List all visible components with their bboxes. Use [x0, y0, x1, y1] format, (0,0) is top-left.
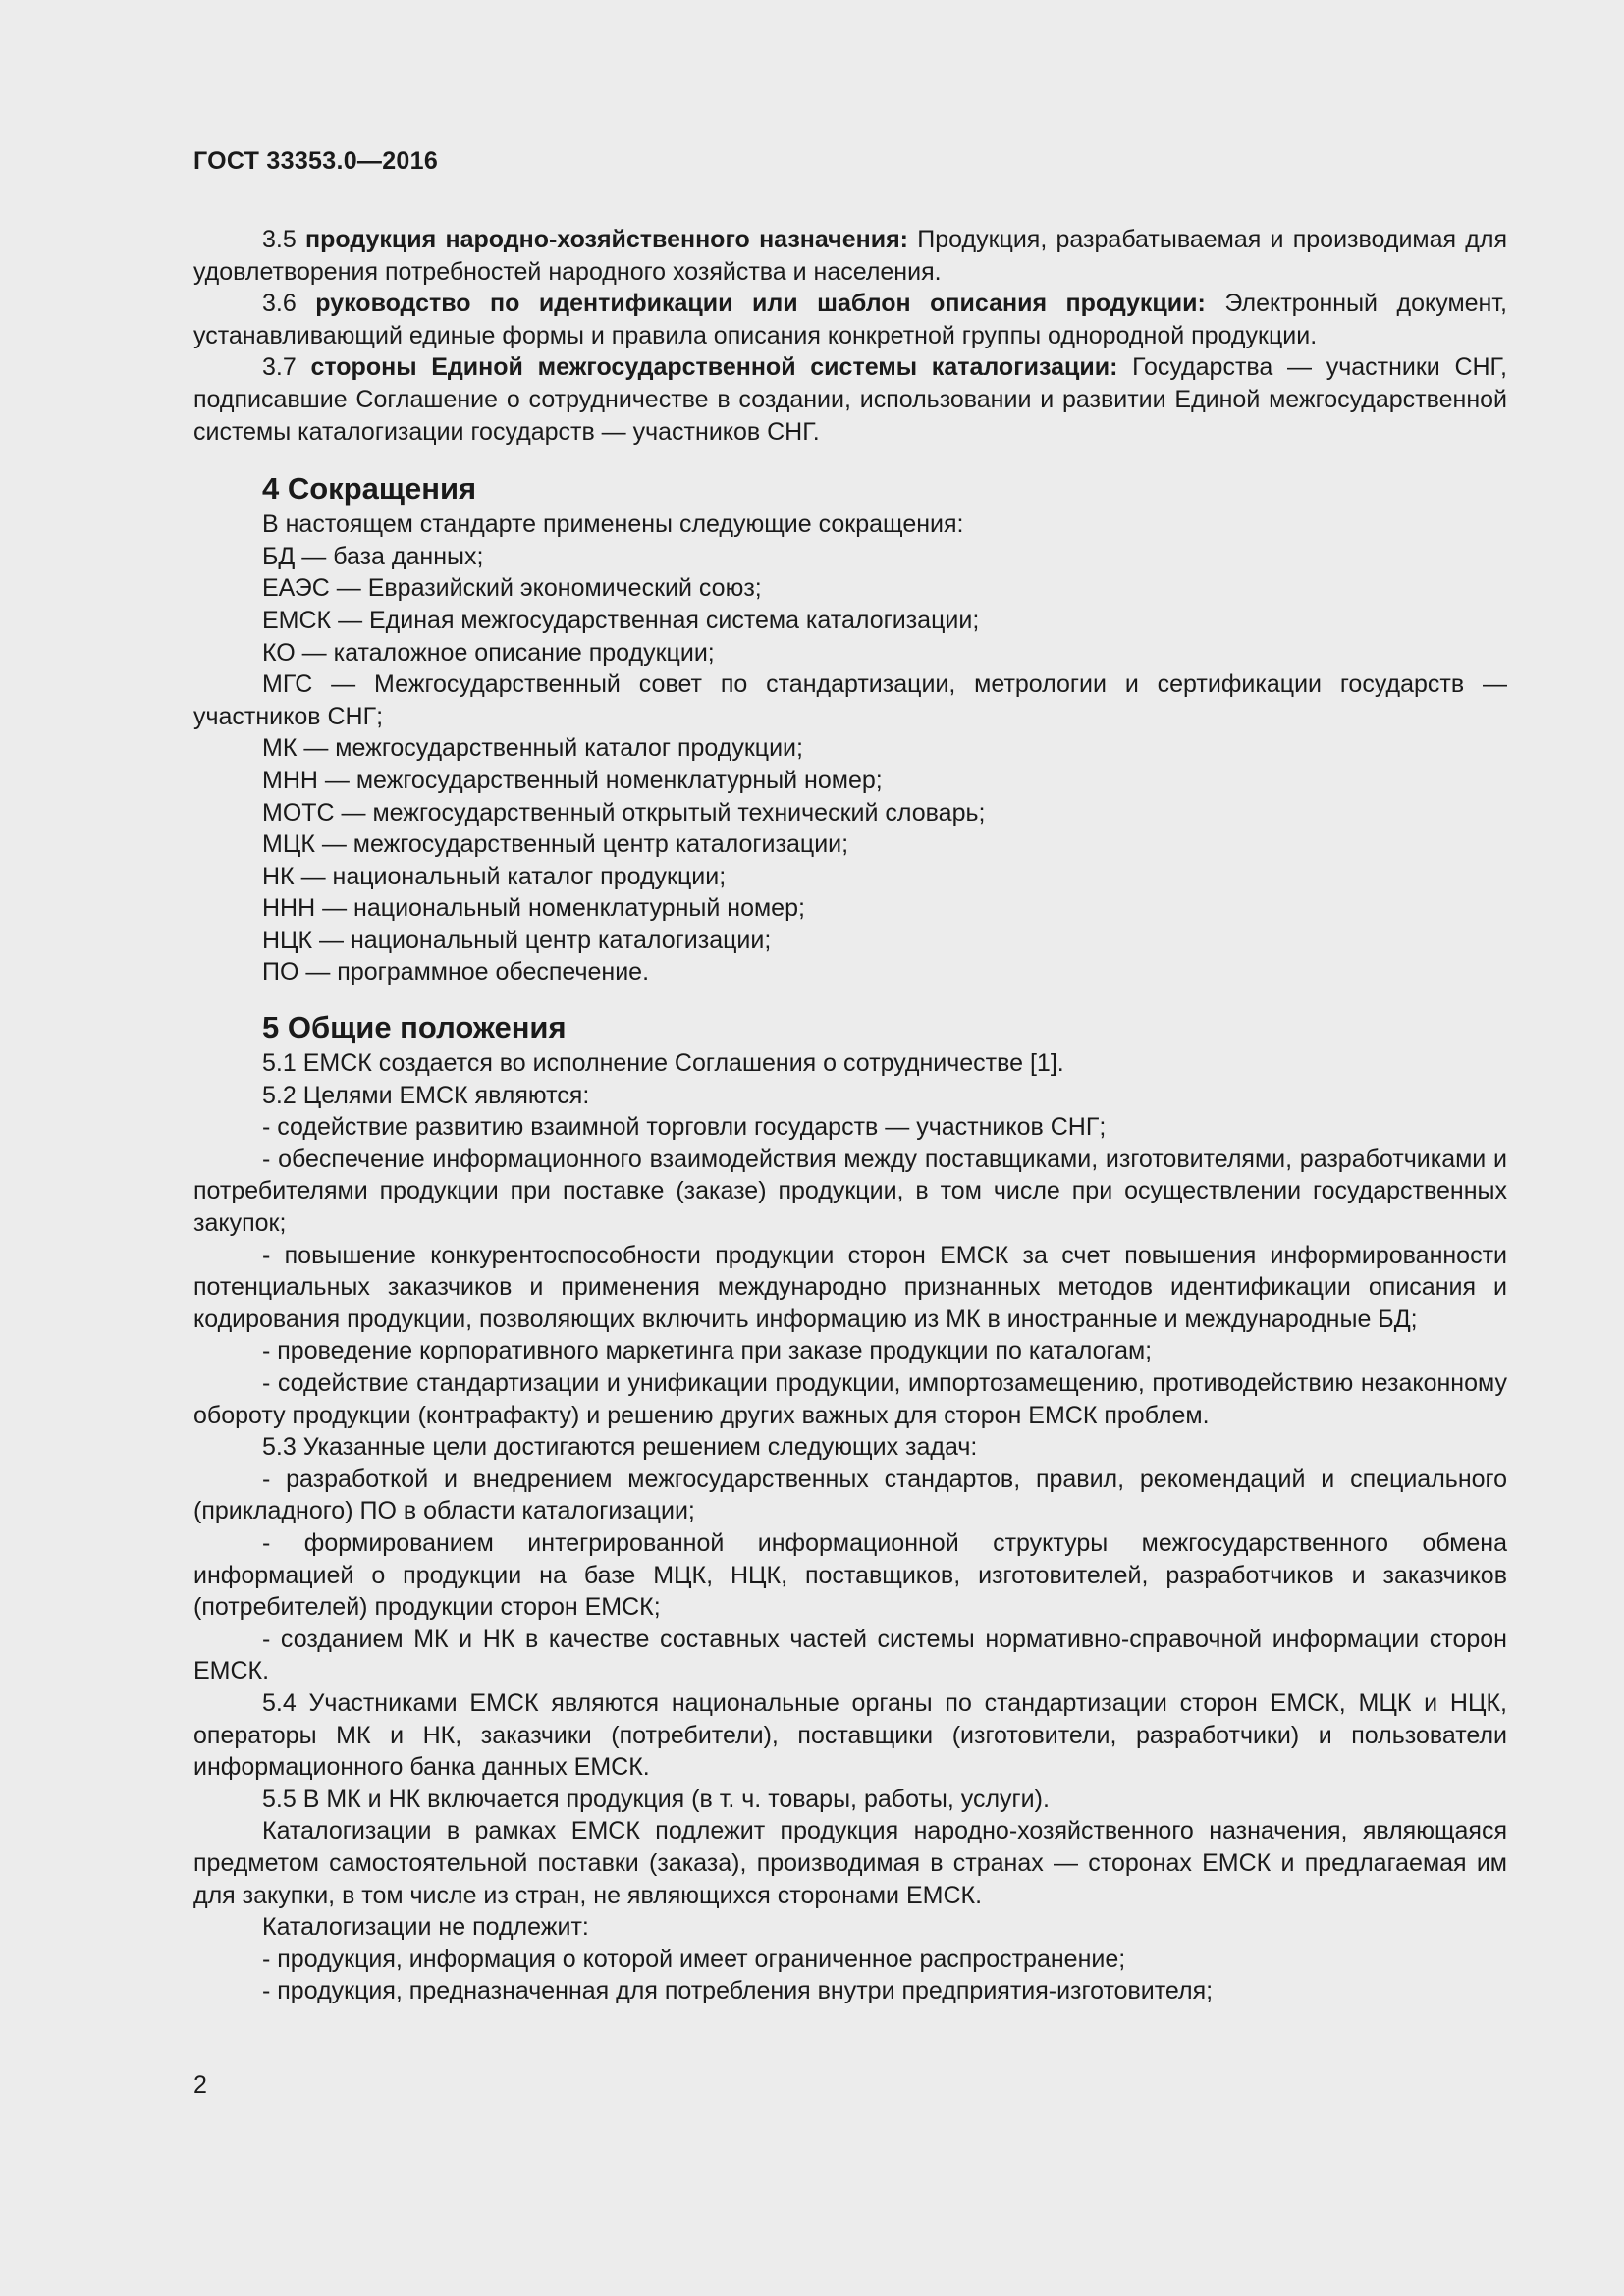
definition-number: 3.5: [262, 226, 297, 253]
definition-text: Продукция, разрабатываемая и производимая для удовлетворения потребностей народного хозяйства и населения.: [193, 226, 1508, 286]
definition-term: руководство по идентификации или шаблон описания продукции:: [315, 290, 1206, 318]
list-item: - продукция, информация о которой имеет ограниченное распространение;: [262, 1945, 1126, 1973]
page-number: 2: [193, 2071, 207, 2099]
paragraph: 5.3 Указанные цели достигаются решением следующих задач:: [262, 1433, 978, 1462]
definition-3-7: [193, 351, 1507, 448]
list-item: - обеспечение информационного взаимодействия между поставщиками, изготовителями, разработчиками и потребителями продукции при поставке (заказе) продукции, в том числе при осуществлении государственных закупок;: [193, 1145, 1507, 1238]
definition-term: стороны Единой межгосударственной системы каталогизации:: [310, 353, 1118, 382]
section-4-title: 4 Сокращения: [262, 471, 477, 507]
paragraph: 5.2 Целями ЕМСК являются:: [262, 1081, 590, 1109]
definition-term: продукция народно-хозяйственного назначения:: [305, 226, 908, 253]
definition-number: 3.7: [262, 353, 297, 382]
document-code-header: ГОСТ 33353.0—2016: [193, 147, 439, 175]
paragraph: 5.5 В МК и НК включается продукция (в т. ч. товары, работы, услуги).: [262, 1785, 1050, 1813]
abbreviation-item: НК — национальный каталог продукции;: [262, 862, 727, 890]
list-item: - формированием интегрированной информационной структуры межгосударственного обмена информацией о продукции на базе МЦК, НЦК, поставщиков, изготовителей, разработчиков и заказчиков (потребителей) продукции сторон ЕМСК;: [193, 1528, 1507, 1622]
list-item: - проведение корпоративного маркетинга при заказе продукции по каталогам;: [262, 1337, 1153, 1365]
abbreviation-item: МЦК — межгосударственный центр каталогизации;: [262, 830, 849, 859]
abbreviation-item: МГС — Межгосударственный совет по стандартизации, метрологии и сертификации государств — участников СНГ;: [193, 670, 1507, 730]
document-body: [193, 224, 1507, 2007]
abbreviation-item: ЕМСК — Единая межгосударственная система каталогизации;: [262, 606, 980, 634]
list-item: - продукция, предназначенная для потребления внутри предприятия-изготовителя;: [262, 1977, 1214, 2005]
list-item: - разработкой и внедрением межгосударственных стандартов, правил, рекомендаций и специального (прикладного) ПО в области каталогизации;: [193, 1465, 1507, 1525]
paragraph: 5.4 Участниками ЕМСК являются национальные органы по стандартизации сторон ЕМСК, МЦК и НЦК, операторы МК и НК, заказчики (потребители), поставщики (изготовители, разработчики) и пользователи информационного банка данных ЕМСК.: [193, 1688, 1507, 1782]
abbreviations-intro: В настоящем стандарте применены следующие сокращения:: [262, 510, 964, 539]
paragraph: 5.1 ЕМСК создается во исполнение Соглашения о сотрудничестве [1].: [262, 1049, 1064, 1078]
list-item: - содействие стандартизации и унификации продукции, импортозамещению, противодействию незаконному обороту продукции (контрафакту) и решению других важных для сторон ЕМСК проблем.: [193, 1369, 1507, 1429]
list-item: - созданием МК и НК в качестве составных частей системы нормативно-справочной информации сторон ЕМСК.: [193, 1625, 1507, 1685]
definition-text: Электронный документ, устанавливающий единые формы и правила описания конкретной группы однородной продукции.: [193, 290, 1507, 349]
abbreviation-item: НЦК — национальный центр каталогизации;: [262, 926, 772, 954]
definition-text: Государства — участники СНГ, подписавшие Соглашение о сотрудничестве в создании, использовании и развитии Единой межгосударственной системы каталогизации государств — участников СНГ.: [193, 353, 1507, 446]
list-item: - содействие развитию взаимной торговли государств — участников СНГ;: [262, 1113, 1107, 1142]
abbreviation-item: МК — межгосударственный каталог продукции;: [262, 734, 803, 763]
abbreviation-item: КО — каталожное описание продукции;: [262, 638, 715, 667]
list-item: - повышение конкурентоспособности продукции сторон ЕМСК за счет повышения информированности потенциальных заказчиков и применения международно признанных методов идентификации описания и кодирования продукции, позволяющих включить информацию из МК в иностранные и международные БД;: [193, 1241, 1507, 1333]
section-5-title: 5 Общие положения: [262, 1010, 567, 1045]
abbreviation-item: МНН — межгосударственный номенклатурный номер;: [262, 766, 883, 794]
abbreviation-item: ЕАЭС — Евразийский экономический союз;: [262, 574, 762, 603]
definition-3-5: [193, 224, 1507, 288]
definition-number: 3.6: [262, 290, 297, 318]
abbreviation-item: ННН — национальный номенклатурный номер;: [262, 894, 805, 923]
abbreviation-item: ПО — программное обеспечение.: [262, 958, 650, 987]
abbreviation-item: БД — база данных;: [262, 542, 484, 570]
paragraph: Каталогизации в рамках ЕМСК подлежит продукция народно-хозяйственного назначения, являющаяся предметом самостоятельной поставки (заказа), производимая в странах — сторонах ЕМСК и предлагаемая им для закупки, в том числе из стран, не являющихся сторонами ЕМСК.: [193, 1817, 1507, 1909]
paragraph: Каталогизации не подлежит:: [262, 1913, 589, 1942]
definition-3-6: [193, 288, 1507, 351]
abbreviation-item: МОТС — межгосударственный открытый технический словарь;: [262, 798, 986, 827]
